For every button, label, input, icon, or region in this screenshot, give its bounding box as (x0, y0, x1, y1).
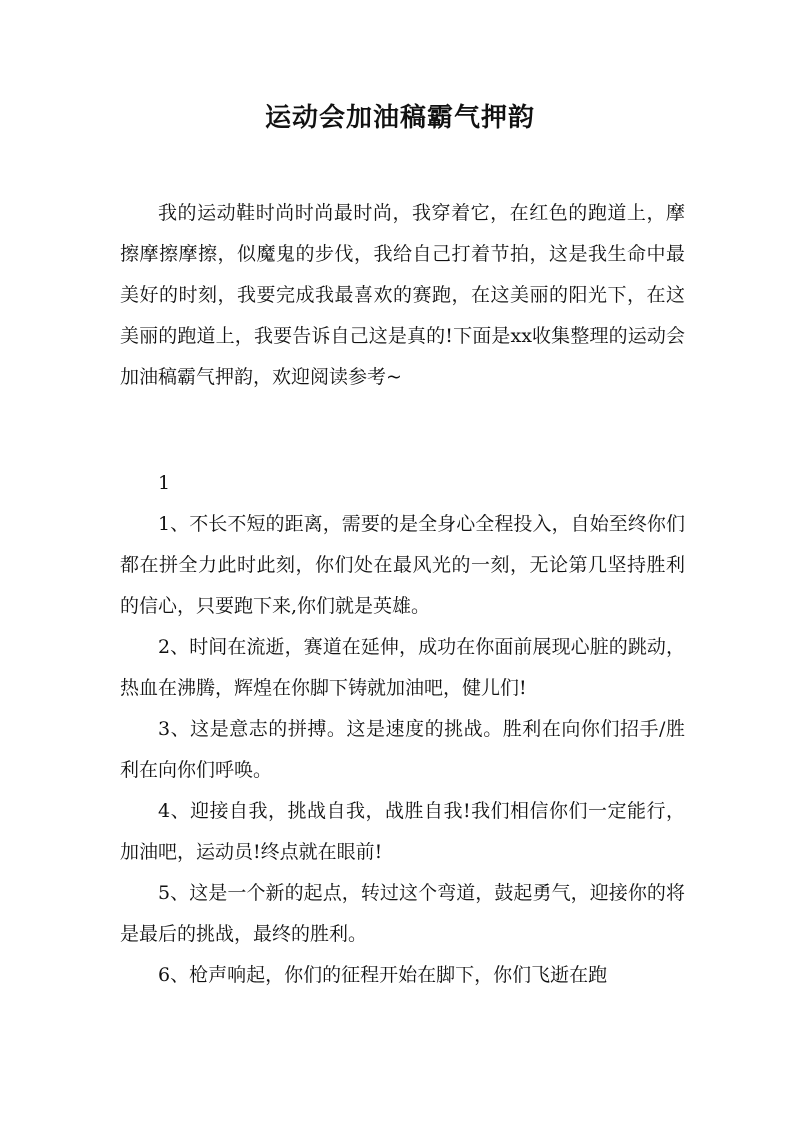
list-item: 4、迎接自我，挑战自我，战胜自我!我们相信你们一定能行，加油吧，运动员!终点就在眼前! (120, 800, 685, 863)
document-title: 运动会加油稿霸气押韵 (264, 103, 535, 133)
list-item: 5、这是一个新的起点，转过这个弯道，鼓起勇气，迎接你的将是最后的挑战，最终的胜利。 (120, 882, 685, 945)
document-body (120, 193, 685, 996)
list-item: 6、枪声响起，你们的征程开始在脚下，你们飞逝在跑 (158, 964, 608, 986)
list-item: 2、时间在流逝，赛道在延伸，成功在你面前展现心脏的跳动，热血在沸腾，辉煌在你脚下铸就加油吧，健儿们! (120, 636, 685, 699)
section-number: 1 (158, 472, 171, 494)
list-item: 3、这是意志的拼搏。这是速度的挑战。胜利在向你们招手/胜利在向你们呼唤。 (120, 718, 685, 781)
list-item: 1、不长不短的距离，需要的是全身心全程投入，自始至终你们都在拼全力此时此刻，你们处在最风光的一刻，无论第几坚持胜利的信心，只要跑下来,你们就是英雄。 (120, 513, 685, 617)
intro-paragraph: 我的运动鞋时尚时尚最时尚，我穿着它，在红色的跑道上，摩擦摩擦摩擦，似魔鬼的步伐，我给自己打着节拍，这是我生命中最美好的时刻，我要完成我最喜欢的赛跑，在这美丽的阳光下，在这美丽的跑道上，我要告诉自己这是真的!下面是xx收集整理的运动会加油稿霸气押韵，欢迎阅读参考~ (120, 202, 685, 388)
